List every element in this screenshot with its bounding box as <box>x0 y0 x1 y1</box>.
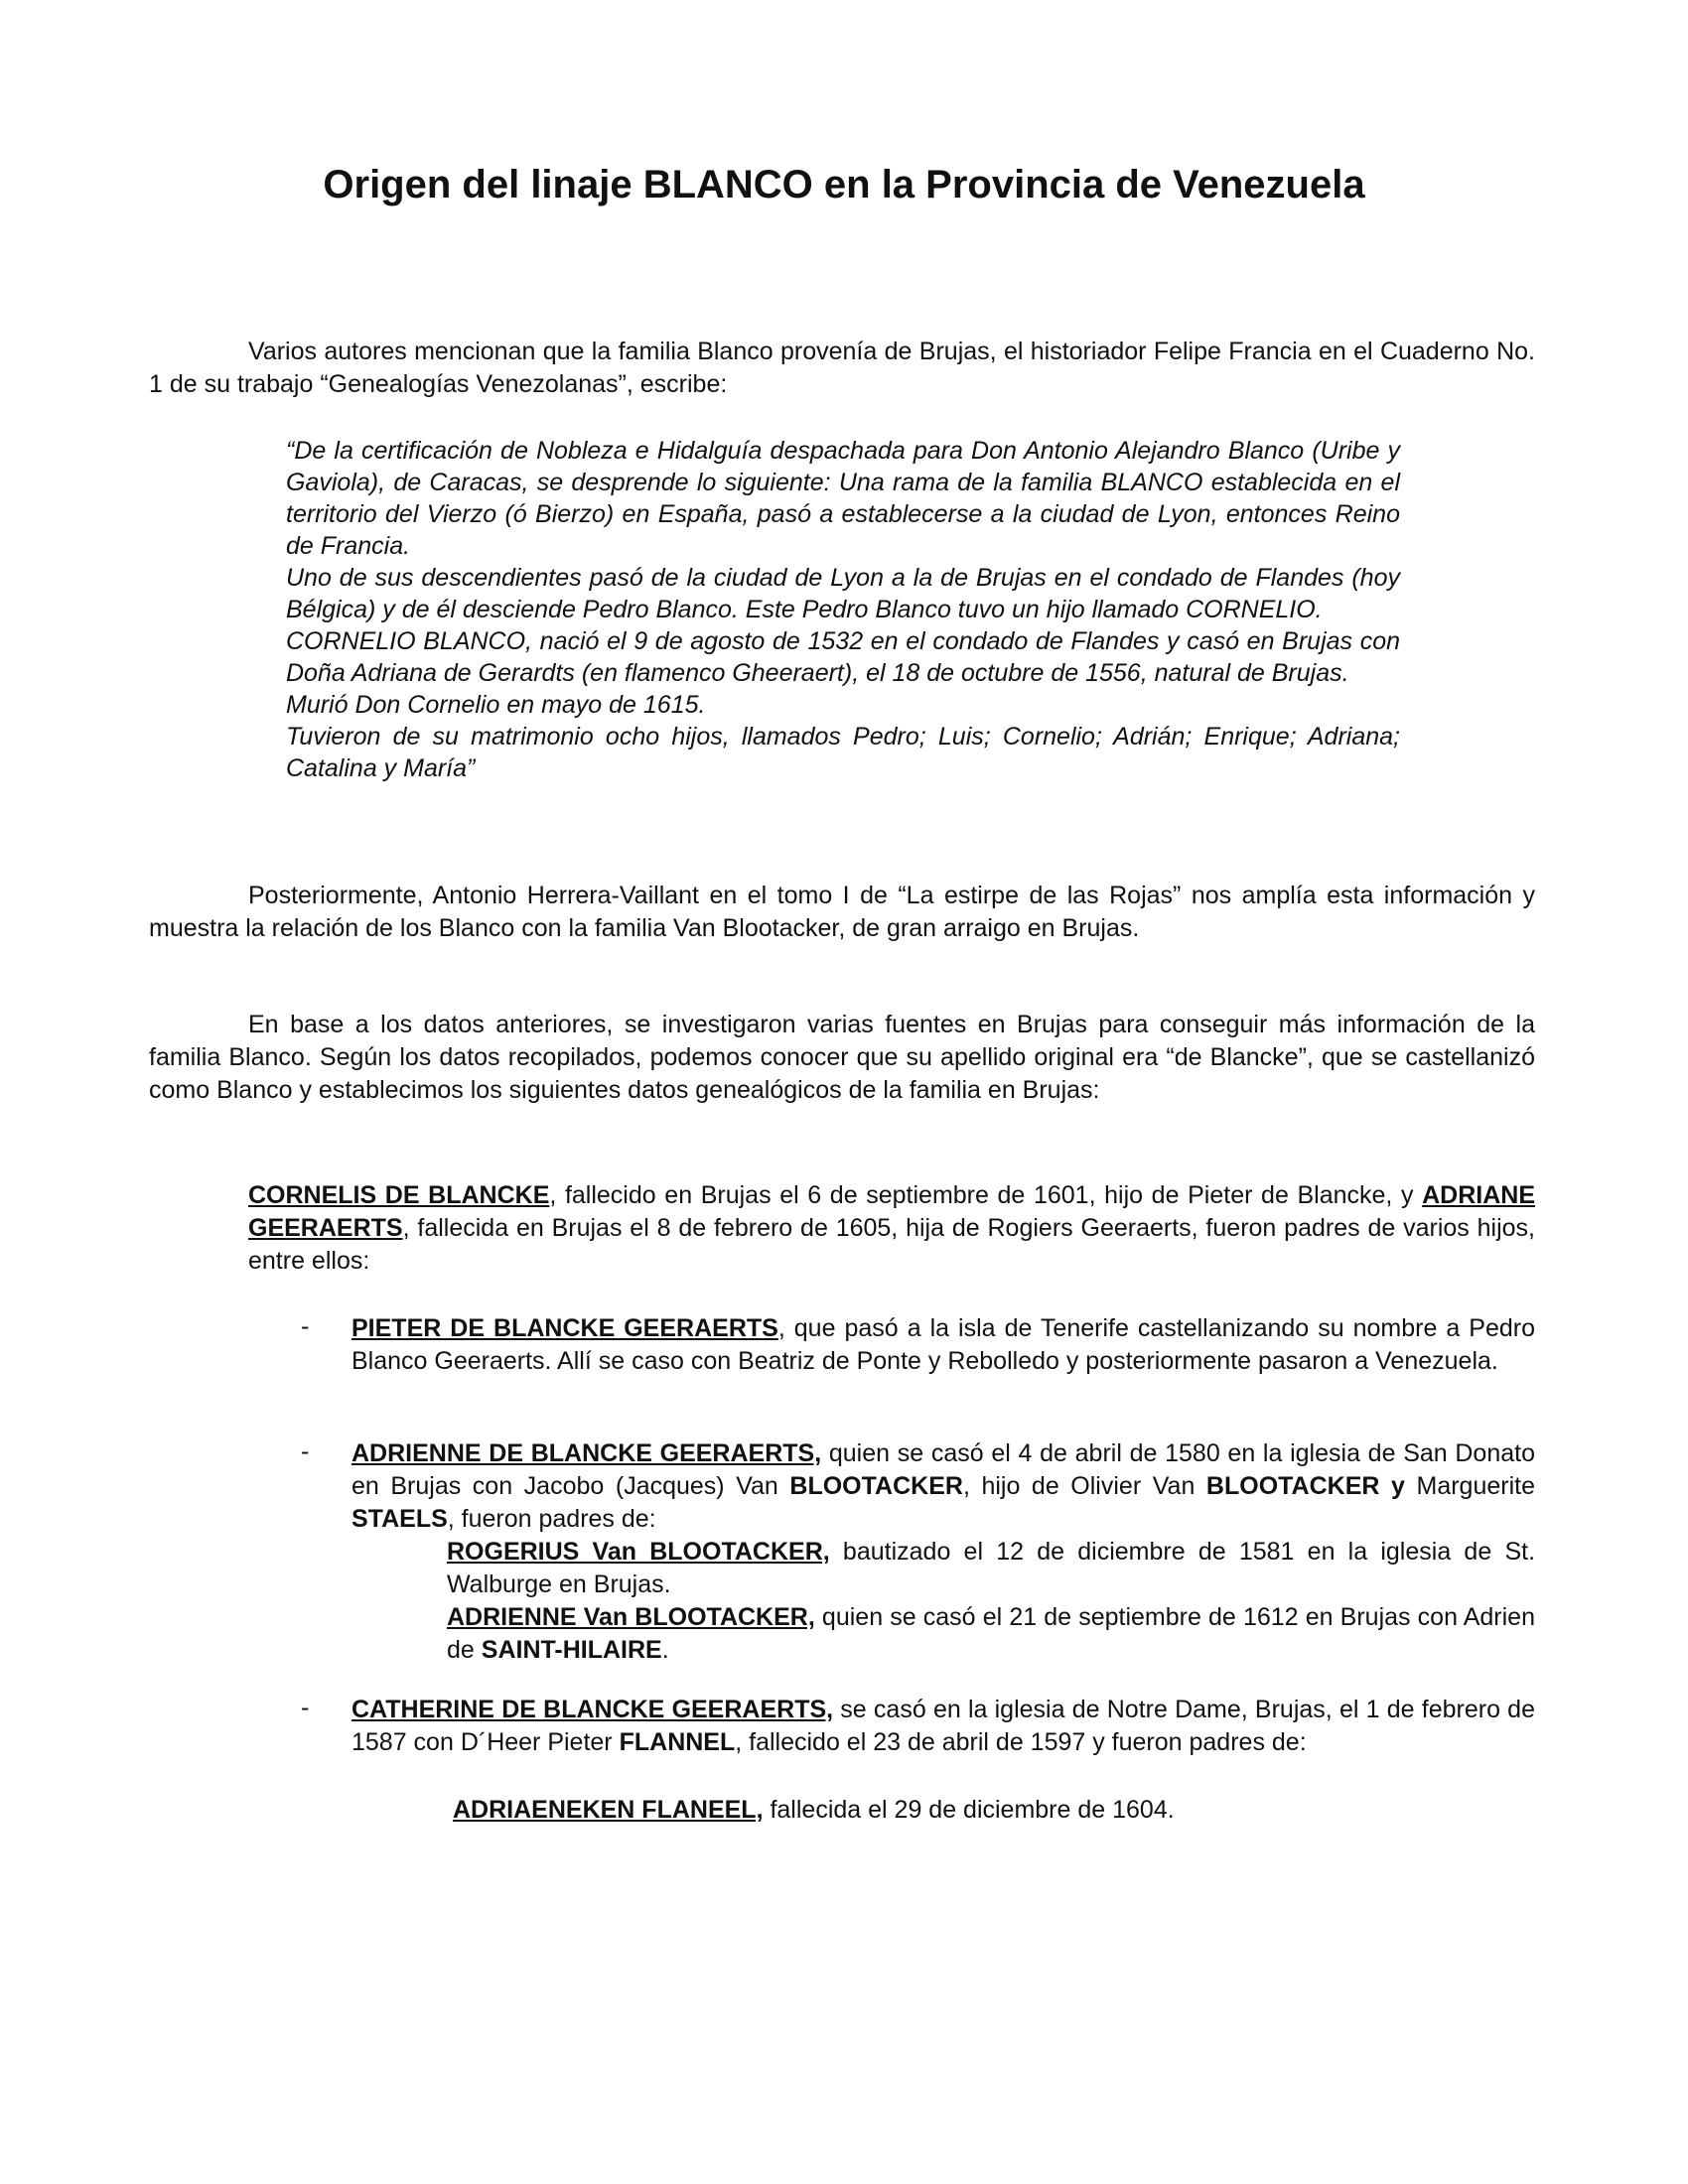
text-run: . <box>661 1636 669 1664</box>
grandchildren-list <box>447 1536 1535 1667</box>
text-run: bautizado el 12 de diciembre de 1581 en la iglesia de St. Walburge en Brujas. <box>447 1538 1536 1598</box>
text-run: , hijo de Olivier Van <box>962 1472 1206 1500</box>
surname-bold: STAELS <box>352 1505 448 1533</box>
grandchild-adriaeneken <box>453 1794 1175 1827</box>
quote-line: Murió Don Cornelio en mayo de 1615. <box>286 691 706 719</box>
text-run: , fallecido en Brujas el 6 de septiembre de 1601, hijo de Pieter de Blancke, y <box>549 1181 1423 1209</box>
text-run: quien se casó el 4 de abril de 1580 en la iglesia de San Donato en Brujas con Jacobo (Jacques) Van <box>352 1439 1535 1500</box>
grandchild-adrienne <box>447 1601 1535 1667</box>
surname-bold: BLOOTACKER y <box>1205 1472 1405 1500</box>
person-name: ADRIENNE DE BLANCKE GEERAERTS, <box>352 1439 822 1467</box>
person-name: ADRIENNE Van BLOOTACKER, <box>447 1603 815 1631</box>
person-name: CORNELIS DE BLANCKE <box>248 1181 550 1209</box>
surname-bold: FLANNEL <box>619 1728 736 1756</box>
quotation-block <box>286 435 1400 784</box>
list-dash: - <box>301 1437 310 1465</box>
surname-bold: SAINT-HILAIRE <box>481 1636 662 1664</box>
text-run: , fueron padres de: <box>447 1505 656 1533</box>
text-run: , fallecida en Brujas el 8 de febrero de 1605, hija de Rogiers Geeraerts, fueron padres de varios hijos, entre ellos: <box>248 1214 1535 1275</box>
grandchild-rogerius <box>447 1536 1535 1601</box>
list-item-pieter <box>352 1312 1535 1378</box>
text-run: , fallecido el 23 de abril de 1597 y fueron padres de: <box>735 1728 1307 1756</box>
paragraph-herrera: Posteriormente, Antonio Herrera-Vaillant en el tomo I de “La estirpe de las Rojas” nos amplía esta información y muestra la relación de los Blanco con la familia Van Blootacker, de gran arraigo en Brujas. <box>149 882 1535 942</box>
person-name: CATHERINE DE BLANCKE GEERAERTS, <box>352 1696 834 1723</box>
quote-line: Uno de sus descendientes pasó de la ciudad de Lyon a la de Brujas en el condado de Flandes (hoy Bélgica) y de él desciende Pedro Blanco. Este Pedro Blanco tuvo un hijo llamado CORNELIO. <box>286 564 1400 623</box>
text-run: , que pasó a la isla de Tenerife castellanizando su nombre a Pedro Blanco Geeraerts. Allí se caso con Beatriz de Ponte y Rebolledo y posteriormente pasaron a Venezuela. <box>352 1314 1535 1375</box>
paragraph-intro: Varios autores mencionan que la familia Blanco provenía de Brujas, el historiador Felipe Francia en el Cuaderno No. 1 de su trabajo “Genealogías Venezolanas”, escribe: <box>149 338 1535 398</box>
quote-line: Tuvieron de su matrimonio ocho hijos, llamados Pedro; Luis; Cornelio; Adrián; Enrique; Adriana; Catalina y María” <box>286 723 1400 782</box>
document-title: Origen del linaje BLANCO en la Provincia de Venezuela <box>323 163 1365 206</box>
text-run: se casó en la iglesia de Notre Dame, Brujas, el 1 de febrero de 1587 con D´Heer Pieter <box>352 1696 1535 1756</box>
person-name: ROGERIUS Van BLOOTACKER, <box>447 1538 830 1566</box>
genealogy-intro <box>248 1179 1535 1278</box>
person-name: ADRIANE GEERAERTS <box>248 1181 1536 1242</box>
text-run: fallecida el 29 de diciembre de 1604. <box>763 1796 1175 1824</box>
person-name: PIETER DE BLANCKE GEERAERTS <box>352 1314 778 1342</box>
list-dash: - <box>301 1312 310 1340</box>
text-run: quien se casó el 21 de septiembre de 1612 en Brujas con Adrien de <box>447 1603 1535 1664</box>
list-item-adrienne <box>352 1437 1535 1536</box>
quote-line: “De la certificación de Nobleza e Hidalguía despachada para Don Antonio Alejandro Blanco (Uribe y Gaviola), de Caracas, se desprende lo siguiente: Una rama de la familia BLANCO establecida en el territorio del Vierzo (ó Bierzo) en España, pasó a establecerse a la ciudad de Lyon, entonces Reino de Francia. <box>286 437 1400 560</box>
list-dash: - <box>301 1694 310 1721</box>
surname-bold: BLOOTACKER <box>789 1472 963 1500</box>
list-item-catherine <box>352 1694 1535 1759</box>
text-run: Marguerite <box>1404 1472 1535 1500</box>
paragraph-research: En base a los datos anteriores, se investigaron varias fuentes en Brujas para conseguir más información de la familia Blanco. Según los datos recopilados, podemos conocer que su apellido original era “de Blancke”, que se castellanizó como Blanco y establecimos los siguientes datos genealógicos de la familia en Brujas: <box>149 1011 1535 1104</box>
person-name: ADRIAENEKEN FLANEEL, <box>453 1796 764 1824</box>
quote-line: CORNELIO BLANCO, nació el 9 de agosto de 1532 en el condado de Flandes y casó en Brujas con Doña Adriana de Gerardts (en flamenco Gheeraert), el 18 de octubre de 1556, natural de Brujas. <box>286 627 1400 687</box>
